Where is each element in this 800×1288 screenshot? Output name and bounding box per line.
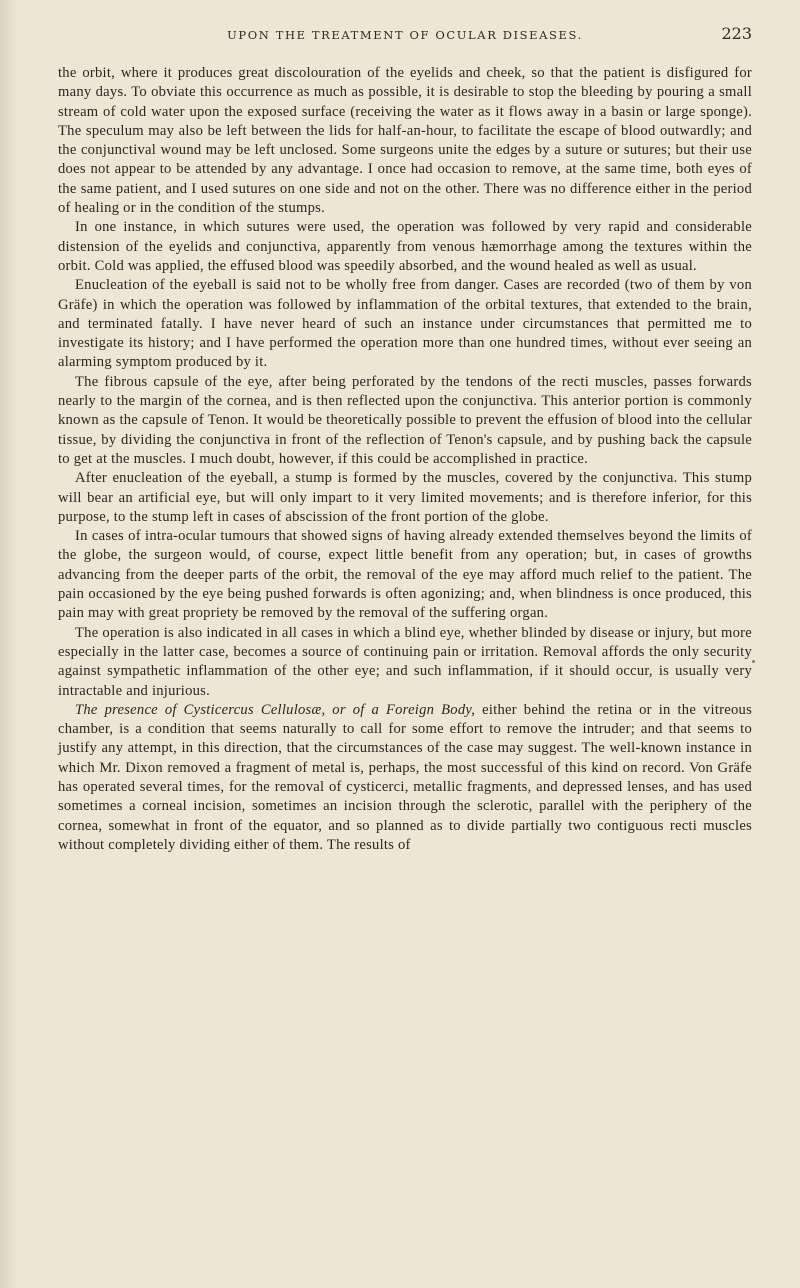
paragraph: the orbit, where it produces great discolouration of the eyelids and cheek, so that the patient is disfigured for many days. To obviate this occurrence as much as possible, it is desirable to stop the bleeding by pouring a small stream of cold water upon the exposed surface (receiving the water as it flows away in a basin or large sponge). The speculum may also be left between the lids for half-an-hour, to facilitate the escape of blood outwardly; and the conjunctival wound may be left unclosed. Some surgeons unite the edges by a suture or sutures; but their use does not appear to be attended by any advantage. I once had occasion to remove, at the same time, both eyes of the same patient, and I used sutures on one side and not on the other. There was no difference either in the period of healing or in the condition of the stumps. [58, 65, 752, 217]
paragraph: After enucleation of the eyeball, a stump is formed by the muscles, covered by the conjunctiva. This stump will bear an artificial eye, but will only impart to it very limited movements; and is therefore inferior, for this purpose, to the stump left in cases of abscission of the front portion of the globe. [58, 470, 752, 525]
running-head: UPON THE TREATMENT OF OCULAR DISEASES. [227, 28, 583, 42]
page-number: 223 [721, 24, 752, 43]
body-text [58, 64, 752, 855]
paragraph-text: either behind the retina or in the vitreous chamber, is a condition that seems naturally to call for some effort to remove the intruder; and that seems to justify any attempt, in this direction, that the circumstances of the case may suggest. The well-known instance in which Mr. Dixon removed a fragment of metal is, perhaps, the most successful of this kind on record. Von Gräfe has operated several times, for the removal of cysticerci, metallic fragments, and depressed lenses, and has used sometimes a corneal incision, sometimes an incision through the sclerotic, parallel with the periphery of the cornea, somewhat in front of the equator, and so planned as to divide partially two contiguous recti muscles without completely dividing either of them. The results of [58, 701, 752, 853]
paragraph-last [58, 701, 752, 855]
page-header [58, 24, 752, 50]
paragraph: The fibrous capsule of the eye, after being perforated by the tendons of the recti muscles, passes forwards nearly to the margin of the cornea, and is then reflected upon the conjunctiva. This anterior portion is commonly known as the capsule of Tenon. It would be theoretically possible to prevent the effusion of blood into the cellular tissue, by dividing the conjunctiva in front of the reflection of Tenon's capsule, and by pushing back the capsule to get at the muscles. I much doubt, however, if this could be accomplished in practice. [58, 373, 752, 467]
paragraph: In one instance, in which sutures were used, the operation was followed by very rapid and considerable distension of the eyelids and conjunctiva, apparently from venous hæmorrhage among the textures within the orbit. Cold was applied, the effused blood was speedily absorbed, and the wound healed as well as usual. [58, 219, 752, 274]
italic-lead: The presence of Cysticercus Cellulosæ, or of a Foreign Body, [75, 701, 476, 718]
print-speck [752, 660, 755, 663]
paragraph: In cases of intra-ocular tumours that showed signs of having already extended themselves beyond the limits of the globe, the surgeon would, of course, expect little benefit from any operation; but, in cases of growths advancing from the deeper parts of the orbit, the removal of the eye may afford much relief to the patient. The pain occasioned by the eye being pushed forwards is often agonizing; and, when blindness is once produced, this pain may with great propriety be removed by the removal of the suffering organ. [58, 528, 752, 622]
paragraph: The operation is also indicated in all cases in which a blind eye, whether blinded by disease or injury, but more especially in the latter case, becomes a source of continuing pain or irritation. Removal affords the only security against sympathetic inflammation of the other eye; and such inflammation, if it should occur, is usually very intractable and injurious. [58, 624, 752, 699]
paragraph: Enucleation of the eyeball is said not to be wholly free from danger. Cases are recorded (two of them by von Gräfe) in which the operation was followed by inflammation of the orbital textures, that extended to the brain, and terminated fatally. I have never heard of such an instance under circumstances that permitted me to investigate its history; and I have performed the operation more than one hundred times, without ever seeing an alarming symptom produced by it. [58, 277, 752, 371]
